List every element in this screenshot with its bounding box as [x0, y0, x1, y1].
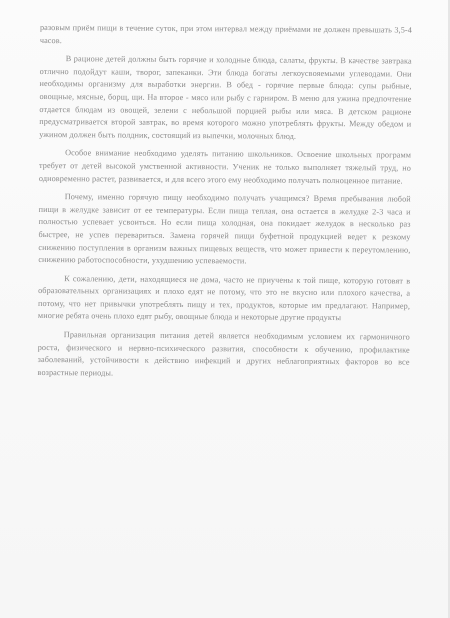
paragraph-3: Особое внимание необходимо уделять питанию школьников. Освоение школьных программ требует от детей высокой умственной активности. Ученик не только выполняет тяжелый труд, но одновременно растет, развивается, и для всего этого ему необходимо получать полноценное питание. [38, 148, 412, 186]
paragraph-6: Правильная организация питания детей является необходимым условием их гармоничного роста, физического и нервно-психического развития, способности к обучению, профилактике заболеваний, устойчивости к действию инфекций и других неблагоприятных факторов во все возрастные периоды. [37, 330, 410, 378]
paragraph-5: К сожалению, дети, находящиеся не дома, часто не приучены к той пище, которую готовят в образовательных организациях и плохо едят не потому, что это не вкусно или плохого качества, а потому, что нет привычки употреблять пищу и тех, продуктов, которые им предлагают. Например, многие ребята очень плохо едят рыбу, овощные блюда и некоторые другие продукты [37, 273, 411, 323]
paragraph-1: разовым приём пищи в течение суток, при этом интервал между приёмами не должен превышать 3,5-4 часов. [39, 22, 412, 45]
paragraph-4: Почему, именно горячую пищу необходимо получать учащимся? Время пребывания любой пищи в желудке зависит от ее температуры. Если пища теплая, она остается в желудке 2-3 часа и полностью успевает усвоиться. Но если пища холодная, она покидает желудок в несколько раз быстрее, не успев перевариться. Замена горячей пищи буфетной продукцией ведет к резкому снижению поступления в организм важных пищевых веществ, что может привести к переутомлению, снижению работоспособности, ухудшению успеваемости. [38, 192, 411, 266]
document-body [38, 22, 412, 382]
paragraph-2: В рационе детей должны быть горячие и холодные блюда, салаты, фрукты. В качестве завтрака отлично подойдут каши, творог, запеканки. Эти блюда богаты легкоусвояемыми углеводами. Они необходимы организму для выработки энергии. В обед - горячие первые блюда: супы рыбные, овощные, мясные, борщ, щи. На второе - мясо или рыбу с гарниром. В меню для ужина предпочтение отдается блюдам из овощей, зелени с небольшой порцией рыбы или мяса. В детском рационе предусматривается второй завтрак, во время которого можно употреблять фрукты. Между обедом и ужином должен быть полдник, состоящий из выпечки, молочных блюд. [39, 54, 412, 141]
